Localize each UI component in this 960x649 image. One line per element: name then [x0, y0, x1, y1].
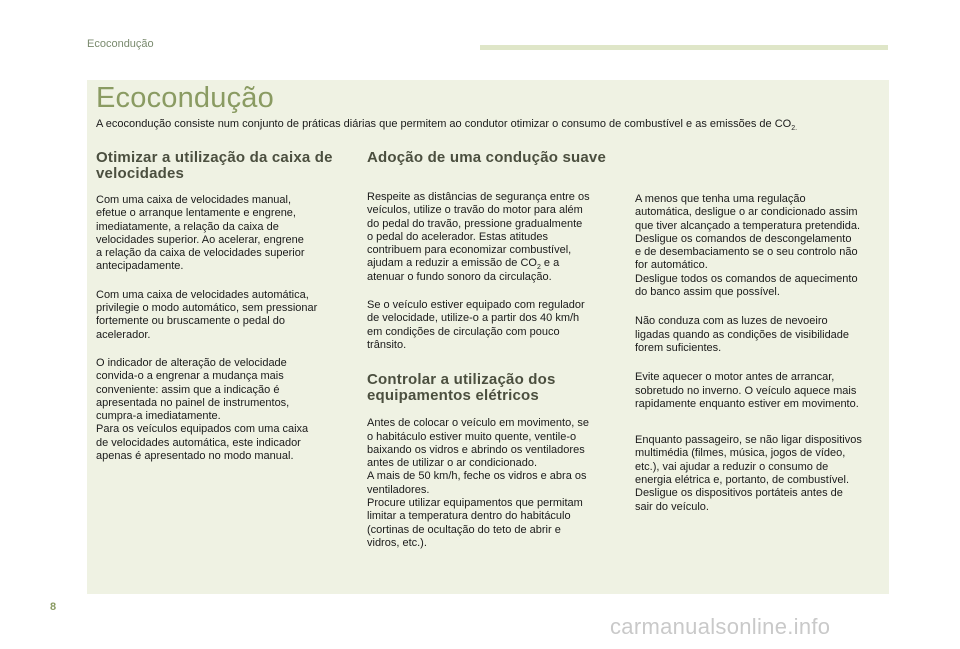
- section-heading-smooth-driving: Adoção de uma condução suave: [367, 149, 606, 166]
- paragraph-air-conditioning: A menos que tenha uma regulação automática, desligue o ar condicionado assim que tiver alcançado a temperatura pretendida. Desligue os comandos de descongelamento e de desembaciamento se o seu controlo não for automático. Desligue todos os comandos de aquecimento do banco assim que possível.: [635, 193, 861, 299]
- paragraph-multimedia: Enquanto passageiro, se não ligar dispositivos multimédia (filmes, música, jogos de vídeo, etc.), vai ajudar a reduzir o consumo de energia elétrica e, portanto, de combustível. Desligue os dispositivos portáteis antes de sair do veículo.: [635, 434, 862, 513]
- paragraph-safety-distances-end: e a atenuar o fundo sonoro da circulação.: [367, 257, 560, 283]
- column-smooth-driving: [367, 150, 617, 550]
- paragraph-automatic-gearbox: Com uma caixa de velocidades automática, privilegie o modo automático, sem pressionar fortemente ou bruscamente o pedal do acelerador.: [96, 288, 318, 341]
- paragraph-safety-distances: [367, 191, 617, 284]
- paragraph-ventilation: Antes de colocar o veículo em movimento, se o habitáculo estiver muito quente, ventile-o baixando os vidros e abrindo os ventiladores antes de utilizar o ar condicionado. A mais de 50 km/h, feche os vidros e abra os ventiladores. Procure utilizar equipamentos que permitam limitar a temperatura dentro do habitáculo (cortinas de ocultação do teto de abrir e vidros, etc.).: [367, 417, 589, 549]
- page-title: Ecocondução: [96, 82, 274, 114]
- paragraph-engine-warmup: Evite aquecer o motor antes de arrancar, sobretudo no inverno. O veículo aquece mais rapidamente enquanto estiver em movimento.: [635, 371, 859, 410]
- section-heading-electrical: Controlar a utilização dos equipamentos elétricos: [367, 371, 556, 405]
- column-electrical-tips: [635, 193, 885, 514]
- header-accent-bar: [480, 45, 888, 50]
- running-header-title: Ecocondução: [87, 38, 154, 50]
- intro-subscript: 2.: [791, 125, 798, 133]
- watermark-text: carmanualsonline.info: [610, 614, 831, 639]
- paragraph-gear-indicator: O indicador de alteração de velocidade convida-o a engrenar a mudança mais conveniente: assim que a indicação é apresentada no painel de instrumentos, cumpra-a imediatamente. Para os veículos equipados com uma caixa de velocidades automática, este indicador apenas é apresentado no modo manual.: [96, 356, 309, 463]
- column-gear-usage: [96, 150, 358, 463]
- section-heading-gearbox: Otimizar a utilização da caixa de velocidades: [96, 149, 333, 182]
- paragraph-manual-gearbox: Com uma caixa de velocidades manual, efetue o arranque lentamente e engrene, imediatamente, a relação da caixa de velocidades superior. Ao acelerar, engrene a relação da caixa de velocidades superior antecipadamente.: [96, 194, 305, 273]
- paragraph-cruise-control: Se o veículo estiver equipado com regulador de velocidade, utilize-o a partir dos 40 km/h em condições de circulação com pouco trânsito.: [367, 299, 585, 351]
- page-number: 8: [50, 601, 57, 613]
- co2-subscript: 2: [536, 264, 541, 272]
- paragraph-fog-lights: Não conduza com as luzes de nevoeiro ligadas quando as condições de visibilidade forem suficientes.: [635, 315, 850, 354]
- intro-paragraph: [96, 118, 798, 133]
- paragraph-safety-distances-text: Respeite as distâncias de segurança entre os veículos, utilize o travão do motor para além do pedal do travão, pressione gradualmente o pedal do acelerador. Estas atitudes contribuem para economizar combustível, ajudam a reduzir a emissão de CO: [367, 191, 590, 270]
- intro-text: A ecocondução consiste num conjunto de práticas diárias que permitem ao condutor otimizar o consumo de combustível e as emissões de CO: [96, 118, 792, 130]
